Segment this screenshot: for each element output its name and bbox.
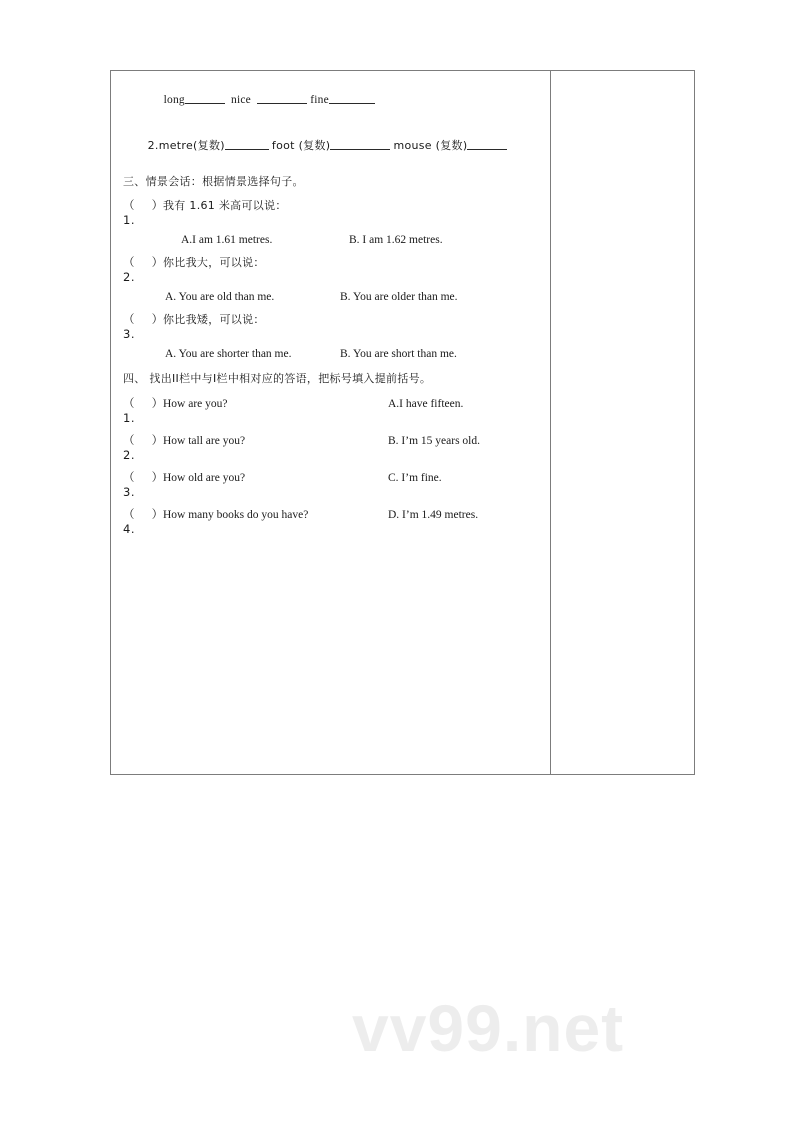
match-question: How are you? [163,397,228,410]
table-row [123,395,542,425]
question-row-3-3 [123,311,542,341]
worksheet-side-column [551,71,694,774]
metre-plural-label: 2.metre(复数) [147,139,225,152]
question-prompt: 我有 1.61 米高可以说： [163,198,287,212]
match-question: How many books do you have? [163,508,309,521]
answer-bracket[interactable]: （ ）4. [123,506,158,536]
match-answer[interactable]: B. I’m 15 years old. [388,434,480,447]
options-row-3-3 [123,348,542,360]
blank-4 [225,138,269,150]
watermark: vv99.net [352,991,625,1065]
foot-plural-label: foot (复数) [271,139,331,152]
blank-2 [257,92,307,104]
options-row-3-2 [123,291,542,303]
answer-bracket[interactable]: （ ）3. [123,469,158,499]
option-a[interactable]: A. You are old than me. [165,290,275,303]
match-question: How tall are you? [163,434,246,447]
section-4-heading: 四、 找出II栏中与I栏中相对应的答语，把标号填入提前括号。 [123,371,432,385]
option-b[interactable]: B. I am 1.62 metres. [349,233,443,246]
answer-bracket[interactable]: （ ）1. [123,395,158,425]
table-row [123,469,542,499]
question-prompt: 你比我大，可以说： [163,255,265,269]
answer-bracket[interactable]: （ ）2. [123,254,158,284]
blank-6 [467,138,507,150]
blank-3 [329,92,375,104]
answer-bracket[interactable]: （ ）2. [123,432,158,462]
blank-1 [185,92,225,104]
word-nice: nice [231,93,251,106]
match-question: How old are you? [163,471,246,484]
section-3-heading: 三、情景会话：根据情景选择句子。 [123,174,304,188]
option-a[interactable]: A.I am 1.61 metres. [181,233,273,246]
answer-bracket[interactable]: （ ）3. [123,311,158,341]
vocabulary-line-2 [123,127,542,165]
question-prompt: 你比我矮，可以说： [163,312,265,326]
table-row [123,506,542,536]
worksheet-main-column [111,71,551,774]
match-answer[interactable]: D. I’m 1.49 metres. [388,508,479,521]
vocabulary-line-1 [123,80,542,118]
option-b[interactable]: B. You are short than me. [340,347,457,360]
worksheet-table [110,70,695,775]
options-row-3-1 [123,234,542,246]
mouse-plural-label: mouse (复数) [393,139,468,152]
word-fine: fine [310,93,329,106]
question-row-3-2 [123,254,542,284]
option-a[interactable]: A. You are shorter than me. [165,347,292,360]
blank-5 [330,138,390,150]
table-row [123,432,542,462]
answer-bracket[interactable]: （ ）1. [123,197,158,227]
word-long: long [163,93,185,106]
match-answer[interactable]: C. I’m fine. [388,471,442,484]
question-row-3-1 [123,197,542,227]
option-b[interactable]: B. You are older than me. [340,290,458,303]
match-answer[interactable]: A.I have fifteen. [388,397,464,410]
